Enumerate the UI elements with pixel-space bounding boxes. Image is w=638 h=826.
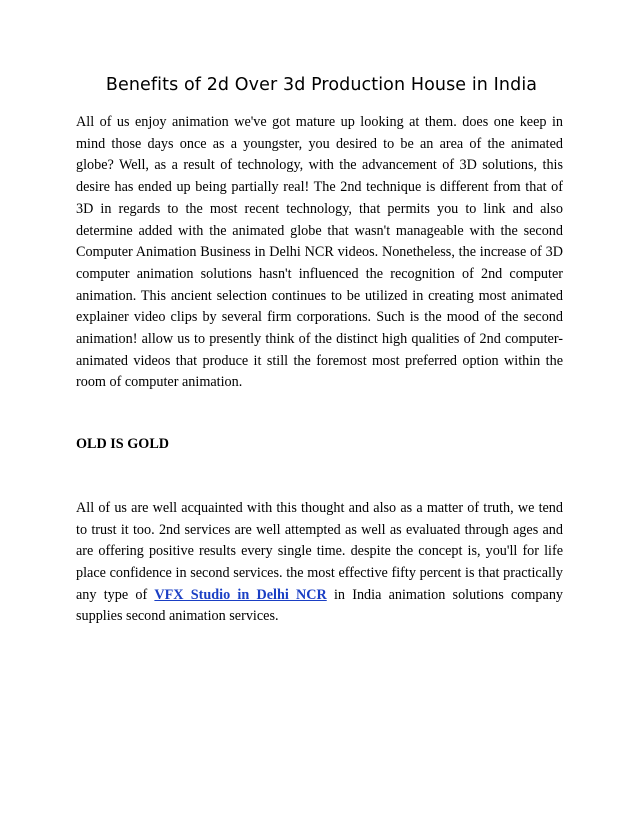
vfx-studio-link[interactable]: VFX Studio in Delhi NCR <box>154 586 327 603</box>
body-paragraph-text-before-link: All of us are well acquainted with this thought and also as a matter of truth, we tend to trust it too. 2nd services are well attempted as well as evaluated through ages and are offering positive results every single time. despite the concept is, you'll for life place confidence in second services. the most effective fifty percent is that practically any type of <box>76 499 563 603</box>
document-title: Benefits of 2d Over 3d Production House in India <box>105 75 538 95</box>
body-paragraph <box>76 498 563 628</box>
intro-paragraph: All of us enjoy animation we've got mature up looking at them. does one keep in mind those days once as a youngster, you desired to be an area of the animated globe? Well, as a result of technology, with the advancement of 3D solutions, this desire has ended up being partially real! The 2nd technique is different from that of 3D in regards to the most recent technology, that permits you to link and also determine added with the animated globe that wasn't manageable with the second Computer Animation Business in Delhi NCR videos. Nonetheless, the increase of 3D computer animation solutions hasn't influenced the recognition of 2nd computer animation. This ancient selection continues to be utilized in creating most animated explainer video clips by several firm corporations. Such is the mood of the second animation! allow us to presently think of the distinct high qualities of 2nd computer-animated videos that produce it still the foremost most preferred option within the room of computer animation. <box>76 114 563 391</box>
body-paragraph-text-after-link: in India animation solutions company supplies second animation services. <box>76 586 564 625</box>
section-heading: OLD IS GOLD <box>76 436 170 453</box>
